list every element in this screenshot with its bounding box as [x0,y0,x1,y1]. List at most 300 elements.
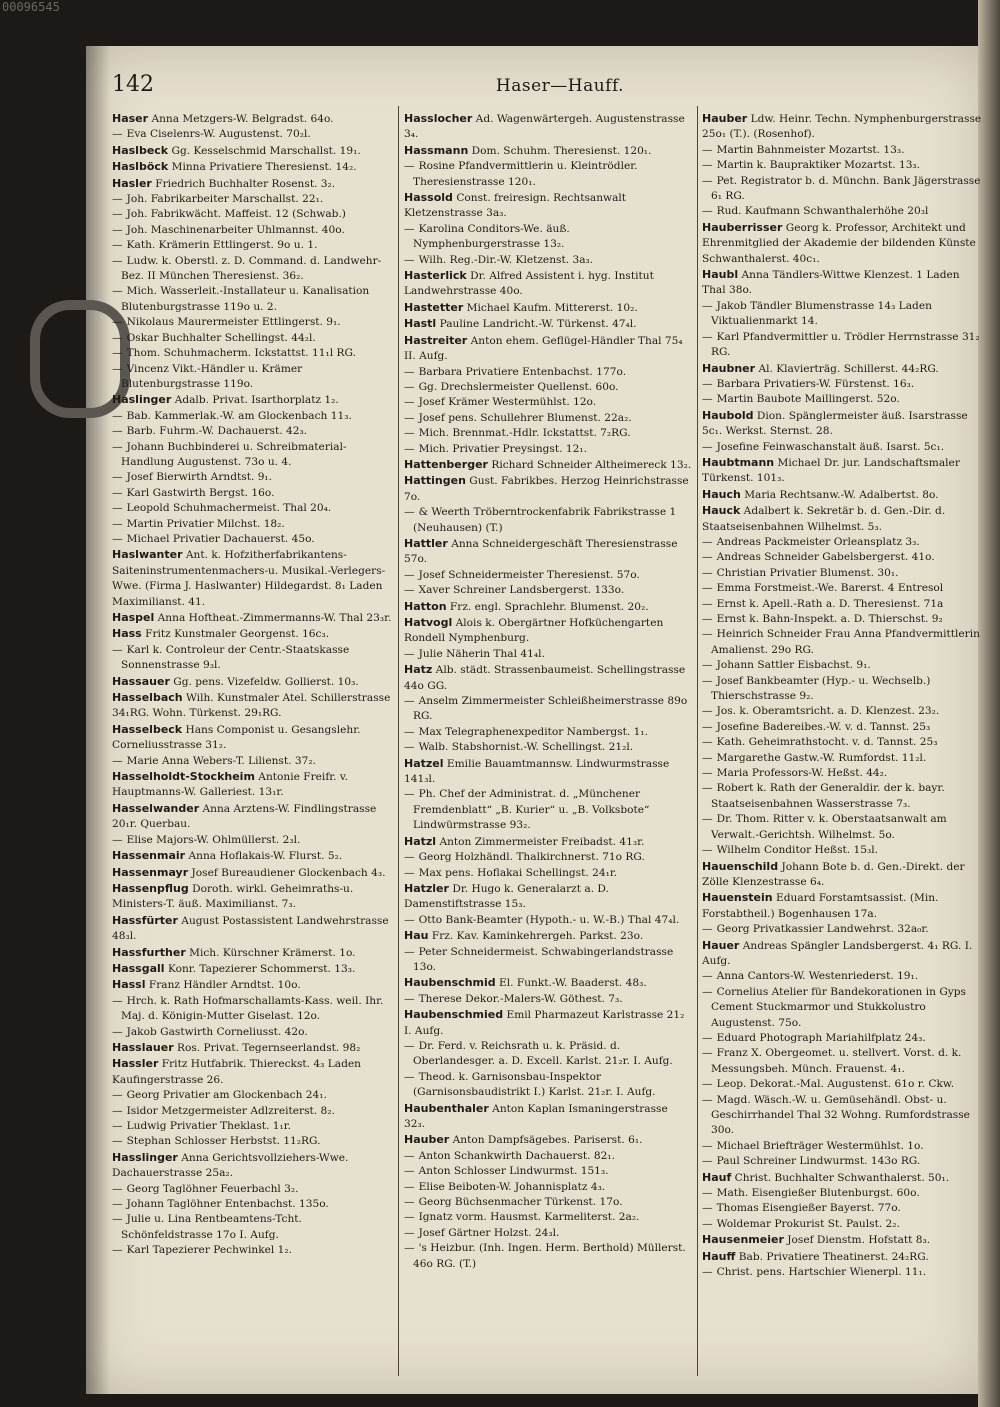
directory-entry [702,566,984,581]
entry-details: Anna Gerichtsvollziehers-Wwe. Dachauerstrasse 25a₂. [112,1151,349,1180]
directory-entry [112,754,394,769]
directory-entry [404,1149,692,1164]
entry-surname: Hasslinger [112,1150,178,1164]
directory-entry [404,222,692,253]
entry-details: Joh. Fabrikwächt. Maffeist. 12 (Schwab.) [126,208,346,221]
entry-details: Anna Hoftheat.-Zimmermanns-W. Thal 23₃r. [157,612,392,624]
directory-entry [112,881,394,913]
directory-entry [112,913,394,945]
directory-entry [404,159,692,190]
repeat-dash: — [702,923,713,936]
repeat-dash: — [112,440,123,453]
repeat-dash: — [112,1182,123,1195]
repeat-dash: — [702,1202,713,1215]
repeat-dash: — [112,517,123,530]
repeat-dash: — [404,913,415,926]
entry-details: Jakob Tändler Blumenstrasse 14₃ Laden Viktualienmarkt 14. [711,299,932,328]
entry-surname: Hass [112,627,142,641]
directory-entry [702,612,984,627]
directory-entry [702,1249,984,1265]
directory-entry [404,253,692,268]
entry-details: Joh. Fabrikarbeiter Marschallst. 22₁. [126,193,324,206]
directory-entry [112,440,394,471]
entry-details: Josef Gärtner Holzst. 24₃l. [418,1226,560,1239]
entry-surname: Hatvogl [404,616,453,629]
entry-surname: Hatzl [404,834,437,848]
directory-entry [404,268,692,300]
repeat-dash: — [702,813,713,826]
repeat-dash: — [404,1196,415,1209]
repeat-dash: — [112,223,123,236]
repeat-dash: — [702,1217,713,1230]
repeat-dash: — [112,1089,123,1102]
entry-details: Eduard Forstamtsassist. (Min. Forstabtheil.) Bogenhausen 17a. [702,892,939,920]
entry-details: Anton Schlosser Lindwurmst. 151₃. [418,1165,609,1178]
entry-details: Gg. Drechslermeister Quellenst. 60o. [418,380,619,393]
repeat-dash: — [702,330,713,343]
entry-details: Frz. engl. Sprachlehr. Blumenst. 20₂. [449,600,649,613]
repeat-dash: — [702,393,713,406]
directory-column-3 [702,111,984,1401]
repeat-dash: — [404,695,415,708]
directory-entry [404,740,692,755]
entry-surname: Haslbeck [112,143,169,157]
directory-entry [112,159,394,175]
entry-details: Mich. Privatier Preysingst. 12₁. [418,442,587,455]
entry-details: Rud. Kaufmann Schwanthalerhöhe 20₃l [716,205,929,218]
repeat-dash: — [702,143,713,156]
entry-details: Frz. Kav. Kaminkehrergeh. Parkst. 23o. [431,930,644,943]
directory-entry [702,503,984,535]
repeat-dash: — [702,705,713,718]
repeat-dash: — [404,442,415,455]
entry-surname: Haspel [112,611,155,624]
directory-entry [112,315,394,330]
entry-details: Eva Ciselenrs-W. Augustenst. 70₂l. [126,128,311,141]
running-head: Haser—Hauff. [495,76,625,96]
directory-entry [112,254,394,285]
directory-entry [112,192,394,207]
entry-details: Isidor Metzgermeister Adlzreiterst. 8₂. [126,1104,335,1117]
directory-entry [404,457,692,473]
directory-entry [112,961,394,977]
directory-entry [702,969,984,984]
directory-column-2 [404,111,692,1401]
repeat-dash: — [112,1025,123,1038]
entry-details: Math. Eisengießer Blutenburgst. 60o. [716,1187,920,1200]
entry-details: Paul Schreiner Lindwurmst. 143o RG. [716,1155,921,1168]
directory-entry [112,127,394,142]
directory-entry [702,735,984,750]
entry-details: Al. Klavierträg. Schillerst. 44₂RG. [758,362,939,375]
directory-entry [404,881,692,913]
entry-details: Dr. Hugo k. Generalarzt a. D. Damenstiftstrasse 15₃. [404,882,609,911]
entry-surname: Hasslauer [112,1040,174,1054]
repeat-dash: — [404,1149,415,1162]
directory-entry [112,769,394,801]
entry-details: Friedrich Buchhalter Rosenst. 3₂. [155,177,336,190]
entry-details: Franz Händler Arndtst. 10o. [148,979,301,992]
repeat-dash: — [702,377,713,390]
directory-entry [112,1134,394,1149]
entry-details: Dr. Alfred Assistent i. hyg. Institut Landwehrstrasse 40o. [404,270,654,298]
entry-details: Josef Krämer Westermühlst. 12o. [418,396,597,409]
repeat-dash: — [702,566,713,579]
entry-details: Jakob Gastwirth Corneliusst. 42o. [126,1025,308,1038]
directory-entry [404,568,692,583]
entry-details: Ludw. k. Oberstl. z. D. Command. d. Landwehr-Bez. II München Theresienst. 36₂. [121,254,382,283]
entry-details: Ernst k. Apell.-Rath a. D. Theresienst. 71a [716,597,944,610]
entry-details: Ant. k. Hofzitherfabrikantens-Saiteninstrumentenmachers-u. Musikal.-Verlegers-Wwe. (Firma J. Haslwanter) Hildegardst. 8₁ Laden Maximilianst. 41. [112,549,386,608]
directory-entry [702,535,984,550]
entry-details: Julie u. Lina Rentbeamtens-Tcht. Schönfeldstrasse 17o I. Aufg. [121,1213,302,1241]
entry-details: Walb. Stabshornist.-W. Schellingst. 21₂l. [418,741,634,754]
directory-entry [112,392,394,408]
directory-entry [112,1088,394,1103]
directory-entry [702,859,984,891]
entry-details: Adalb. Privat. Isarthorplatz 1₂. [174,394,339,407]
entry-details: Vincenz Vikt.-Händler u. Krämer Blutenburgstrasse 119o. [121,362,303,390]
directory-entry [404,599,692,615]
directory-entry [404,426,692,441]
entry-details: Bab. Kammerlak.-W. am Glockenbach 11₃. [126,409,352,422]
entry-details: Nikolaus Maurermeister Ettlingerst. 9₁. [126,316,341,329]
entry-details: Margarethe Gastw.-W. Rumfordst. 11₂l. [716,751,927,764]
entry-details: Elise Beiboten-W. Johannisplatz 4₃. [418,1180,606,1193]
directory-entry [702,843,984,858]
entry-surname: Haser [112,112,149,125]
directory-entry [404,316,692,332]
repeat-dash: — [702,597,713,610]
entry-details: Cornelius Atelier für Bandekorationen in Gyps Cement Stuckmarmor und Stukkolustro Augustenst. 75o. [711,985,966,1029]
entry-details: Josef pens. Schullehrer Blumenst. 22a₂. [418,411,632,424]
directory-entry [404,850,692,865]
entry-details: Pauline Landricht.-W. Türkenst. 47₄l. [439,318,637,331]
directory-entry [702,1265,984,1280]
entry-details: Gg. pens. Vizefeldw. Gollierst. 10₃. [173,675,359,688]
directory-entry [112,1212,394,1243]
entry-details: Oskar Buchhalter Schellingst. 44₂l. [126,331,316,344]
entry-details: Georg Büchsenmacher Türkenst. 17o. [418,1196,623,1209]
directory-entry [112,1182,394,1197]
directory-entry [702,781,984,812]
entry-surname: Hassold [404,191,453,205]
directory-entry [404,333,692,365]
entry-details: Robert k. Rath der Generaldir. der k. bayr. Staatseisenbahnen Wasserstrasse 7₃. [711,782,945,810]
repeat-dash: — [702,767,713,780]
entry-details: 's Heizbur. (Inh. Ingen. Herm. Berthold) Müllerst. 46o RG. (T.) [413,1242,686,1270]
entry-details: Const. freiresign. Rechtsanwalt Kletzenstrasse 3a₃. [404,192,627,220]
entry-details: Therese Dekor.-Malers-W. Göthest. 7₃. [418,992,623,1005]
entry-surname: Hattenberger [404,457,488,471]
directory-entry [112,1104,394,1119]
repeat-dash: — [112,1104,123,1117]
entry-surname: Hau [404,929,429,943]
entry-details: Dom. Schuhm. Theresienst. 120₁. [471,144,652,157]
directory-column-1 [112,111,394,1401]
entry-details: Ludwig Privatier Theklast. 1₁r. [126,1120,292,1132]
directory-entry [702,550,984,565]
repeat-dash: — [404,1242,415,1255]
entry-details: Emil Pharmazeut Karlstrasse 21₂ I. Aufg. [404,1009,685,1037]
directory-entry [404,365,692,380]
entry-surname: Haslinger [112,393,172,407]
directory-entry [702,1170,984,1186]
entry-details: Josef Bureaudiener Glockenbach 4₃. [191,866,386,879]
entry-surname: Hauff [702,1249,736,1263]
entry-details: Max pens. Hoflakai Schellingst. 24₁r. [418,866,618,879]
directory-entry [702,377,984,392]
repeat-dash: — [112,362,123,375]
repeat-dash: — [702,736,713,749]
entry-details: Konr. Tapezierer Schommerst. 13₃. [167,962,356,975]
entry-surname: Hassenmair [112,849,186,863]
directory-entry [404,928,692,944]
entry-details: Ignatz vorm. Hausmst. Karmeliterst. 2a₂. [418,1211,640,1224]
directory-entry [112,945,394,961]
repeat-dash: — [112,1120,123,1132]
entry-details: & Weerth Tröberntrockenfabrik Fabrikstrasse 1 (Neuhausen) (T.) [413,506,677,534]
directory-entry [702,597,984,612]
entry-surname: Hassenmayr [112,865,189,879]
entry-details: Doroth. wirkl. Geheimraths-u. Ministers-T. äuß. Maximilianst. 7₃. [112,882,354,911]
entry-details: Christ. pens. Hartschier Wienerpl. 11₁. [716,1266,927,1279]
repeat-dash: — [702,159,713,172]
directory-entry [404,380,692,395]
entry-details: Mich. Brennmat.-Hdlr. Ickstattst. 7₂RG. [418,427,631,440]
directory-entry [404,1195,692,1210]
directory-entry [112,626,394,642]
entry-surname: Hastl [404,317,437,331]
repeat-dash: — [112,285,123,298]
entry-details: Thomas Eisengießer Bayerst. 77o. [716,1202,901,1215]
directory-entry [702,143,984,158]
entry-surname: Hausenmeier [702,1233,784,1247]
entry-details: Ad. Wagenwärtergeh. Augustenstrasse 3₄. [404,113,685,141]
entry-details: Josef Bierwirth Arndtst. 9₁. [126,471,273,484]
entry-details: El. Funkt.-W. Baaderst. 48₃. [499,977,647,990]
entry-details: Kath. Krämerin Ettlingerst. 9o u. 1. [126,239,318,252]
entry-surname: Hauenschild [702,859,779,873]
directory-entry [404,1101,692,1133]
repeat-dash: — [404,427,415,440]
entry-details: Hrch. k. Rath Hofmarschallamts-Kass. weil. Ihr. Maj. d. Königin-Mutter Giselast. 12o. [121,994,384,1023]
entry-surname: Hauf [702,1170,732,1184]
directory-entry [112,690,394,722]
directory-entry [702,361,984,377]
entry-details: Pet. Registrator b. d. Münchn. Bank Jägerstrasse 6₁ RG. [711,174,981,203]
entry-surname: Hassgall [112,961,165,975]
directory-entry [702,455,984,487]
directory-entry [112,409,394,424]
directory-entry [702,408,984,440]
repeat-dash: — [702,613,713,625]
entry-details: Richard Schneider Altheimereck 13₂. [491,458,692,471]
entry-details: Anton ehem. Geflügel-Händler Thal 75₄ II. Aufg. [404,334,683,363]
entry-surname: Hassmann [404,143,469,157]
repeat-dash: — [702,1078,713,1091]
repeat-dash: — [702,1047,713,1060]
directory-entry [404,1070,692,1101]
repeat-dash: — [112,425,123,438]
entry-details: Anton Dampfsägebes. Pariserst. 6₁. [452,1134,643,1147]
entry-details: Heinrich Schneider Frau Anna Pfandvermittlerin Amalienst. 29o RG. [711,628,980,656]
repeat-dash: — [404,741,415,754]
repeat-dash: — [112,254,123,267]
directory-entry [112,1243,394,1258]
directory-entry [112,501,394,516]
repeat-dash: — [702,582,713,595]
entry-surname: Hassfürter [112,913,178,927]
directory-entry [404,975,692,991]
entry-surname: Hauer [702,938,740,952]
repeat-dash: — [112,1244,123,1257]
entry-details: Hans Componist u. Gesangslehr. Corneliusstrasse 31₂. [112,723,361,752]
directory-entry [702,1139,984,1154]
entry-surname: Hauber [702,112,748,125]
entry-details: Wilh. Reg.-Dir.-W. Kletzenst. 3a₃. [418,253,594,266]
entry-details: Gust. Fabrikbes. Herzog Heinrichstrasse 7o. [404,475,689,503]
entry-details: August Postassistent Landwehrstrasse 48₃l. [112,914,389,943]
repeat-dash: — [112,331,123,344]
directory-entry [404,473,692,505]
entry-details: Josef Schneidermeister Theresienst. 57o. [418,568,640,581]
repeat-dash: — [702,205,713,218]
directory-entry [112,1150,394,1182]
repeat-dash: — [112,1213,123,1226]
entry-surname: Hatzel [404,756,444,770]
entry-surname: Haslwanter [112,548,183,562]
entry-surname: Hasterlick [404,269,467,283]
entry-details: Barbara Privatiere Entenbachst. 177o. [418,365,627,378]
directory-entry [702,111,984,143]
entry-details: Gg. Kesselschmid Marschallst. 19₁. [171,144,361,157]
directory-entry [702,392,984,407]
directory-entry [404,395,692,410]
entry-details: Fritz Hutfabrik. Thiereckst. 4₃ Laden Kaufingerstrasse 26. [112,1058,361,1086]
repeat-dash: — [702,844,713,857]
directory-entry [112,176,394,192]
directory-entry [702,812,984,843]
entry-details: Julie Näherin Thal 41₄l. [418,647,545,660]
entry-details: Anna Arztens-W. Findlingstrasse 20₁r. Querbau. [112,802,377,831]
entry-surname: Hasselbeck [112,722,183,736]
repeat-dash: — [702,751,713,764]
directory-entry [112,1197,394,1212]
directory-entry [112,848,394,864]
directory-entry [112,994,394,1025]
repeat-dash: — [404,584,415,597]
entry-details: Joh. Maschinenarbeiter Uhlmannst. 40o. [126,223,345,236]
entry-details: Alois k. Obergärtner Hofküchengarten Rondell Nymphenburg. [404,617,664,645]
repeat-dash: — [404,411,415,424]
directory-entry [404,662,692,694]
repeat-dash: — [702,1155,713,1168]
entry-details: Ph. Chef der Administrat. d. „Münchener Fremdenblatt“ „B. Kurier“ u. „B. Volksbote“ Lindwürmstrasse 93₂. [413,788,650,832]
entry-surname: Hasselholdt-Stockheim [112,770,255,784]
directory-entry [404,1226,692,1241]
entry-details: Jos. k. Oberamtsricht. a. D. Klenzest. 23₂. [716,705,940,718]
entry-surname: Haubenschmid [404,976,496,990]
entry-surname: Hassler [112,1057,159,1071]
entry-details: Woldemar Prokurist St. Paulst. 2₂. [716,1217,900,1230]
entry-surname: Hattler [404,536,448,550]
entry-surname: Haubner [702,361,756,375]
entry-details: Ernst k. Bahn-Inspekt. a. D. Thierschst. 9₂ [716,613,943,625]
repeat-dash: — [112,409,123,422]
directory-entry [404,1210,692,1225]
directory-entry [112,111,394,127]
directory-entry [404,866,692,881]
directory-entry [702,174,984,205]
directory-entry [404,1132,692,1148]
entry-surname: Haslböck [112,160,169,174]
entry-details: Martin Bahnmeister Mozartst. 13₃. [716,143,905,156]
directory-entry [404,913,692,928]
repeat-dash: — [112,347,123,360]
repeat-dash: — [112,193,123,206]
entry-details: Karl Gastwirth Bergst. 16o. [126,486,275,499]
entry-surname: Haubold [702,408,754,422]
entry-details: Theod. k. Garnisonsbau-Inspektor (Garnisonsbaudistrikt I.) Karlst. 21₂r. I. Aufg. [413,1070,656,1099]
directory-entry [112,331,394,346]
entry-details: Josef Dienstm. Hofstatt 8₃. [787,1234,931,1247]
entry-details: Minna Privatiere Theresienst. 14₂. [171,161,357,174]
directory-entry [404,442,692,457]
entry-details: Anna Cantors-W. Westenriederst. 19₁. [716,970,919,983]
entry-details: Elise Majors-W. Ohlmüllerst. 2₃l. [126,833,301,846]
entry-details: Michael Dr. jur. Landschaftsmaler Türkenst. 101₃. [702,456,960,485]
entry-surname: Haubtmann [702,455,775,469]
directory-entry [702,220,984,267]
repeat-dash: — [404,506,415,519]
entry-surname: Hauck [702,504,741,518]
directory-entry [404,1241,692,1272]
directory-entry [404,834,692,850]
directory-entry [702,1232,984,1248]
entry-surname: Hasler [112,176,152,190]
directory-entry [404,300,692,316]
directory-entry [404,615,692,647]
directory-entry [404,1164,692,1179]
entry-details: Mich. Kürschner Krämerst. 1o. [189,946,356,959]
repeat-dash: — [404,568,415,581]
entry-details: Alb. städt. Strassenbaumeist. Schellingstrasse 44o GG. [404,664,686,692]
repeat-dash: — [702,535,713,548]
entry-details: Ldw. Heinr. Techn. Nymphenburgerstrasse 25o₁ (T.). (Rosenhof). [702,113,982,141]
directory-entry [404,725,692,740]
directory-entry [112,801,394,833]
directory-entry [404,411,692,426]
entry-details: Andreas Schneider Gabelsbergerst. 41o. [716,551,935,564]
entry-details: Fritz Kunstmaler Georgenst. 16c₃. [145,628,330,641]
entry-details: Peter Schneidermeist. Schwabingerlandstrasse 13o. [413,945,674,973]
entry-surname: Hauenstein [702,891,773,905]
directory-entry [112,284,394,315]
repeat-dash: — [702,985,713,998]
directory-entry [112,1056,394,1088]
directory-entry [112,238,394,253]
repeat-dash: — [112,994,123,1007]
directory-entry [702,938,984,970]
directory-entry [702,704,984,719]
repeat-dash: — [404,380,415,393]
directory-entry [112,207,394,222]
directory-entry [702,204,984,219]
entry-details: Max Telegraphenexpeditor Nambergst. 1₁. [418,725,648,738]
repeat-dash: — [404,222,415,235]
repeat-dash: — [112,316,123,329]
